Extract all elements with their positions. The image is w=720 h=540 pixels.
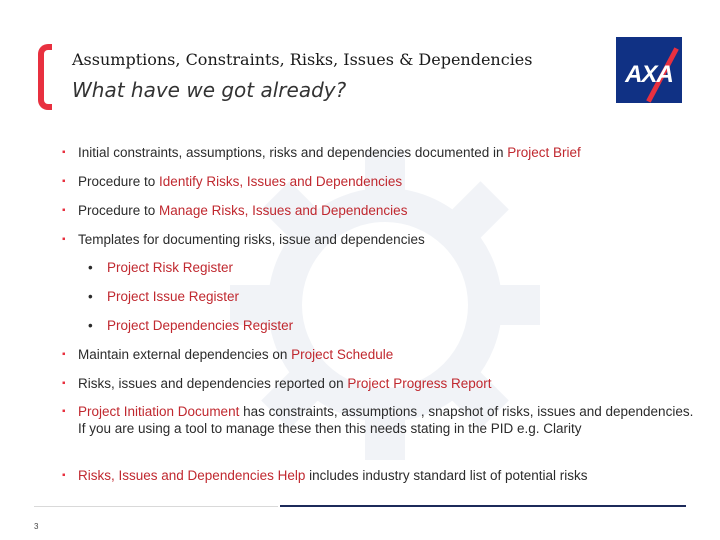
bullet-item-text <box>78 467 588 484</box>
highlight-link-text: Project Brief <box>507 145 581 160</box>
bullet-item-text <box>78 144 581 161</box>
highlight-link-text: Manage Risks, Issues and Dependencies <box>159 203 408 218</box>
logo-text: AXA <box>625 61 673 88</box>
bullet-text: includes industry standard list of potential risks <box>305 468 588 483</box>
bullet-text: Risks, issues and dependencies reported on <box>78 376 348 391</box>
bracket-decoration <box>38 44 52 110</box>
page-title: Assumptions, Constraints, Risks, Issues & Dependencies <box>72 50 533 69</box>
highlight-link-text: Project Initiation Document <box>78 404 240 419</box>
footer-divider-left <box>34 506 278 507</box>
bullet-text: Procedure to <box>78 203 160 218</box>
square-bullet-icon: ▪ <box>62 147 66 158</box>
square-bullet-icon: ▪ <box>62 470 66 481</box>
highlight-link-text: Project Dependencies Register <box>107 318 294 333</box>
sub-bullet-text <box>107 259 233 276</box>
square-bullet-icon: ▪ <box>62 378 66 389</box>
bullet-text: Templates for documenting risks, issue and dependencies <box>78 232 425 247</box>
bullet-item-text <box>78 375 491 392</box>
highlight-link-text: Risks, Issues and Dependencies Help <box>78 468 306 483</box>
highlight-link-text: Project Risk Register <box>107 260 234 275</box>
highlight-link-text: Project Progress Report <box>347 376 492 391</box>
dot-bullet-icon: • <box>88 260 93 275</box>
footer-divider-right <box>280 505 686 507</box>
square-bullet-icon: ▪ <box>62 349 66 360</box>
square-bullet-icon: ▪ <box>62 234 66 245</box>
sub-bullet-text <box>107 317 293 334</box>
bullet-item-text <box>78 202 407 219</box>
sub-bullet-text <box>107 288 239 305</box>
page-subtitle: What have we got already? <box>72 78 347 102</box>
square-bullet-icon: ▪ <box>62 176 66 187</box>
bullet-item-text <box>78 403 698 437</box>
highlight-link-text: Project Issue Register <box>107 289 240 304</box>
dot-bullet-icon: • <box>88 289 93 304</box>
bullet-text: Maintain external dependencies on <box>78 347 292 362</box>
bullet-item-text <box>78 346 393 363</box>
highlight-link-text: Project Schedule <box>291 347 394 362</box>
bullet-text: Initial constraints, assumptions, risks and dependencies documented in <box>78 145 508 160</box>
page-number: 3 <box>34 522 39 531</box>
square-bullet-icon: ▪ <box>62 406 66 417</box>
bullet-text: Procedure to <box>78 174 160 189</box>
axa-logo <box>616 37 682 103</box>
bullet-item-text <box>78 231 425 248</box>
bullet-item-text <box>78 173 402 190</box>
dot-bullet-icon: • <box>88 318 93 333</box>
highlight-link-text: Identify Risks, Issues and Dependencies <box>159 174 403 189</box>
bullet-text: has constraints, assumptions , snapshot of risks, issues and dependencies. If you are using a tool to manage these then this needs stating in the PID e.g. Clarity <box>78 404 694 436</box>
square-bullet-icon: ▪ <box>62 205 66 216</box>
